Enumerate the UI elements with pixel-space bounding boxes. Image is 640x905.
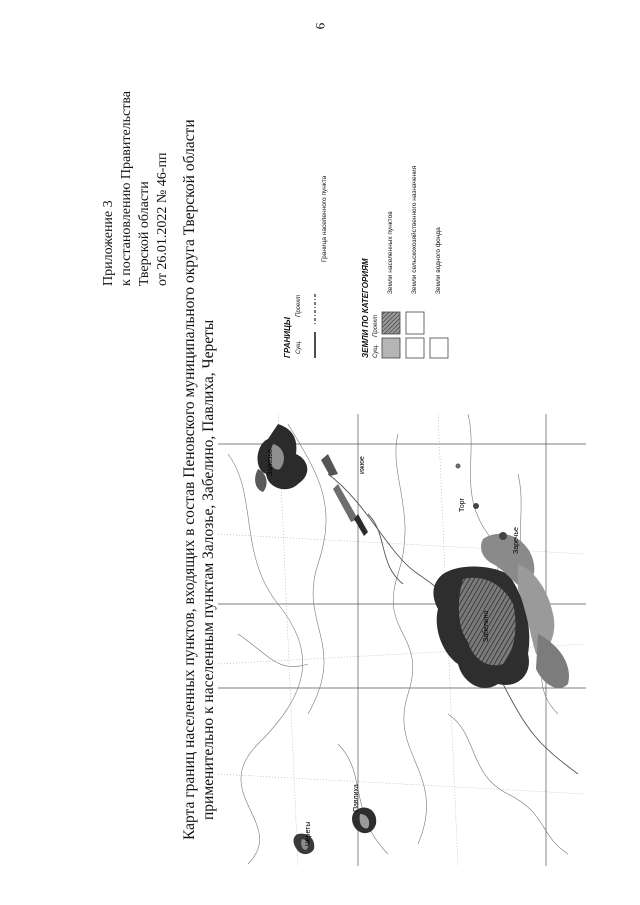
- middle-settlement: [354, 514, 368, 536]
- legend-cat-col-project: Проект: [373, 314, 379, 337]
- label-cherety: Череты: [305, 821, 312, 846]
- legend-categories-heading: ЗЕМЛИ ПО КАТЕГОРИЯМ: [361, 258, 370, 358]
- swatch-agricultural-existing: [406, 338, 424, 358]
- swatch-agricultural-project: [406, 312, 424, 334]
- label-zarechye: Заречье: [513, 527, 520, 554]
- legend-cat-settlements: Земли населенных пунктов: [387, 211, 394, 294]
- legend-cat-water: Земли водного фонда: [435, 227, 442, 294]
- swatch-water-existing: [430, 338, 448, 358]
- legend-boundary-line-sample: [308, 292, 322, 360]
- appendix-header: [100, 91, 172, 286]
- label-zalozye: Залозье: [267, 449, 274, 476]
- swatch-settlement-project: [382, 312, 400, 334]
- map-title-line-2: применительно к населенным пунктам Залозье, Забелино, Павлиха, Череты: [200, 319, 217, 820]
- label-torg: Торг: [459, 497, 466, 512]
- label-pavlikha: Павлиха: [353, 784, 360, 812]
- legend-swatches: [380, 308, 452, 360]
- legend-cat-col-existing: Сущ.: [373, 343, 379, 358]
- map-title: [180, 119, 218, 840]
- swatch-settlement-existing: [382, 338, 400, 358]
- legend-col-existing: Сущ.: [296, 339, 302, 354]
- legend-boundaries-heading: ГРАНИЦЫ: [283, 317, 292, 358]
- legend-cat-agricultural: Земли сельскохозяйственного назначения: [411, 165, 418, 294]
- page-number: 9: [313, 22, 328, 30]
- appendix-line-1: Приложение 3: [101, 200, 116, 286]
- legend-col-project: Проект: [296, 294, 302, 317]
- appendix-line-4: от 26.01.2022 № 46-пп: [155, 152, 170, 286]
- label-marker: ижюе: [359, 456, 366, 474]
- settlement-map: [218, 414, 586, 866]
- legend-boundary-label: Граница населенного пункта: [321, 175, 328, 262]
- label-zabelino: Забелино: [483, 610, 490, 642]
- appendix-line-3: Тверской области: [137, 181, 152, 286]
- appendix-line-2: к постановлению Правительства: [119, 90, 134, 286]
- map-frame: [218, 414, 586, 866]
- map-title-line-1: Карта границ населенных пунктов, входящих в состав Пеновского муниципального округа Тверской области: [181, 119, 198, 840]
- zabelino-area: [433, 534, 569, 688]
